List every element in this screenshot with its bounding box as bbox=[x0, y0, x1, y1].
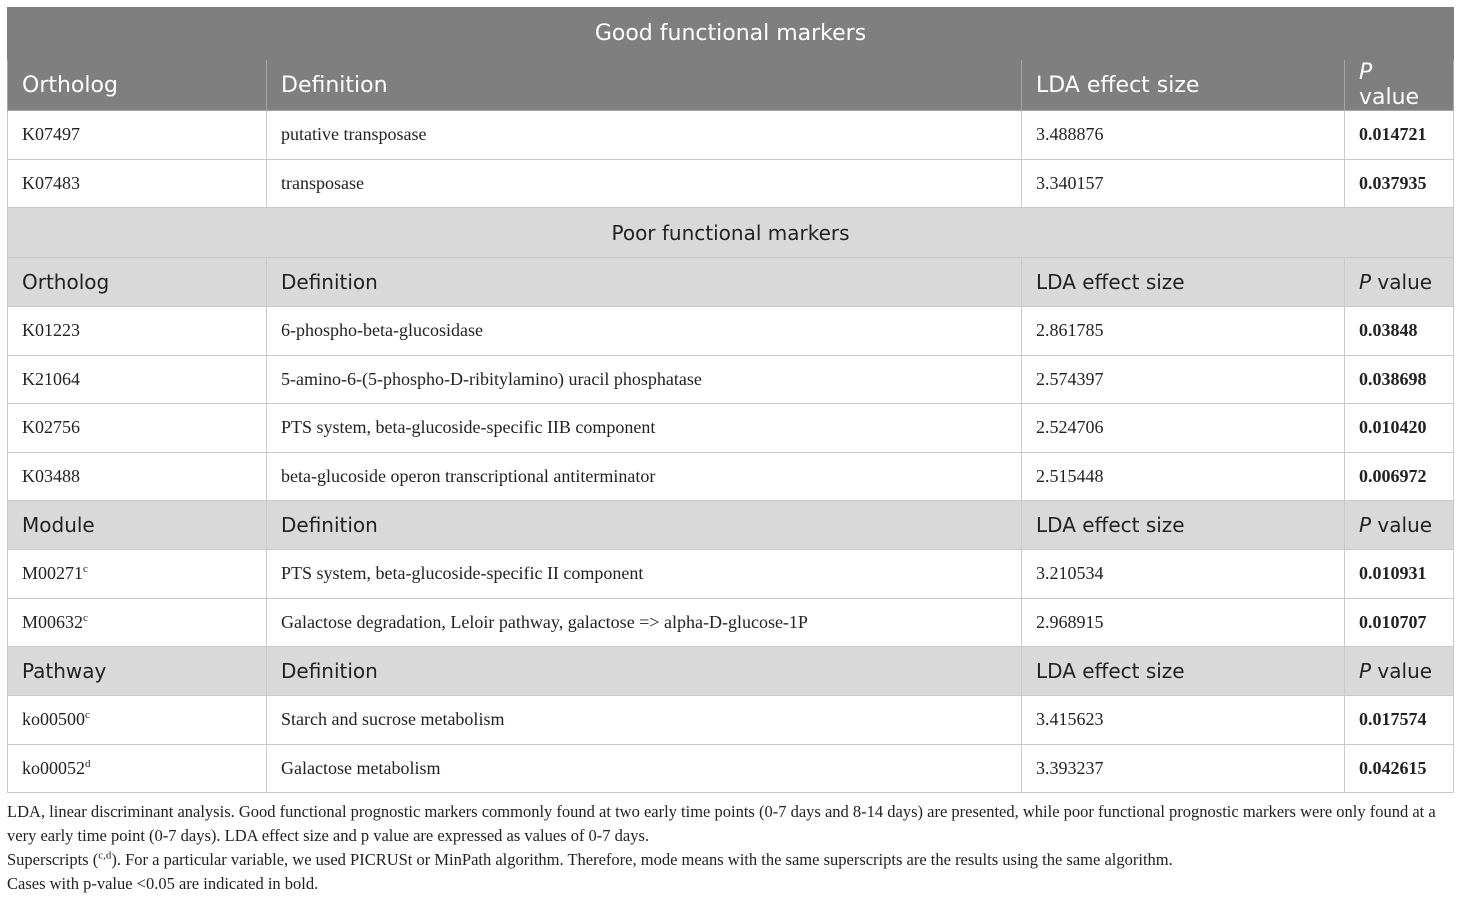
marker-definition: Galactose metabolism bbox=[267, 744, 1022, 793]
marker-id: M00632 bbox=[22, 611, 84, 632]
marker-id-cell bbox=[8, 550, 267, 599]
group-header-row bbox=[8, 647, 1454, 696]
marker-definition: Galactose degradation, Leloir pathway, galactose => alpha-D-glucose-1P bbox=[267, 598, 1022, 647]
marker-id: K21064 bbox=[22, 368, 80, 389]
marker-lda: 3.415623 bbox=[1022, 696, 1345, 745]
table-row bbox=[8, 355, 1454, 404]
marker-id-cell bbox=[8, 598, 267, 647]
marker-superscript: c bbox=[85, 709, 90, 722]
markers-table-container bbox=[7, 7, 1453, 793]
marker-definition: 5-amino-6-(5-phospho-D-ribitylamino) uracil phosphatase bbox=[267, 355, 1022, 404]
marker-superscript: c bbox=[83, 611, 88, 624]
marker-p-value: 0.014721 bbox=[1345, 111, 1454, 160]
marker-id: K01223 bbox=[22, 320, 80, 341]
markers-table bbox=[7, 7, 1454, 793]
marker-id: K02756 bbox=[22, 417, 80, 438]
marker-lda: 2.524706 bbox=[1022, 404, 1345, 453]
marker-id: ko00052 bbox=[22, 757, 85, 778]
column-header-definition: Definition bbox=[267, 501, 1022, 550]
table-row bbox=[8, 744, 1454, 793]
marker-p-value: 0.042615 bbox=[1345, 744, 1454, 793]
marker-p-value: 0.038698 bbox=[1345, 355, 1454, 404]
table-row bbox=[8, 307, 1454, 356]
marker-id: K03488 bbox=[22, 465, 80, 486]
marker-lda: 3.340157 bbox=[1022, 159, 1345, 208]
column-header-p-value bbox=[1345, 501, 1454, 550]
good-markers-header-row bbox=[8, 60, 1454, 111]
marker-id-cell bbox=[8, 307, 267, 356]
marker-lda: 2.968915 bbox=[1022, 598, 1345, 647]
column-header-first: Module bbox=[8, 501, 267, 550]
marker-definition: PTS system, beta-glucoside-specific IIB component bbox=[267, 404, 1022, 453]
column-header-first: Ortholog bbox=[8, 258, 267, 307]
column-header-p-value bbox=[1345, 647, 1454, 696]
marker-definition: PTS system, beta-glucoside-specific II component bbox=[267, 550, 1022, 599]
markers-table-body bbox=[8, 8, 1454, 793]
p-italic: P bbox=[1359, 270, 1372, 294]
table-row bbox=[8, 159, 1454, 208]
group-header-row bbox=[8, 258, 1454, 307]
marker-definition: 6-phospho-beta-glucosidase bbox=[267, 307, 1022, 356]
table-row bbox=[8, 598, 1454, 647]
marker-id: K07497 bbox=[22, 124, 80, 145]
p-italic: P bbox=[1359, 513, 1372, 537]
marker-lda: 3.210534 bbox=[1022, 550, 1345, 599]
poor-markers-title: Poor functional markers bbox=[8, 208, 1454, 258]
marker-id-cell bbox=[8, 452, 267, 501]
marker-definition: Starch and sucrose metabolism bbox=[267, 696, 1022, 745]
marker-id: ko00500 bbox=[22, 709, 85, 730]
table-row bbox=[8, 404, 1454, 453]
table-row bbox=[8, 696, 1454, 745]
marker-id-cell bbox=[8, 111, 267, 160]
p-rest: value bbox=[1371, 513, 1433, 537]
marker-definition: beta-glucoside operon transcriptional antiterminator bbox=[267, 452, 1022, 501]
marker-id-cell bbox=[8, 744, 267, 793]
marker-p-value: 0.017574 bbox=[1345, 696, 1454, 745]
p-italic: P bbox=[1359, 659, 1372, 683]
footnote-bold: Cases with p-value <0.05 are indicated in bold. bbox=[7, 874, 319, 893]
marker-p-value: 0.03848 bbox=[1345, 307, 1454, 356]
marker-lda: 2.515448 bbox=[1022, 452, 1345, 501]
marker-definition: putative transposase bbox=[267, 111, 1022, 160]
p-rest: value bbox=[1371, 270, 1433, 294]
good-markers-title: Good functional markers bbox=[8, 8, 1454, 60]
group-header-row bbox=[8, 501, 1454, 550]
marker-definition: transposase bbox=[267, 159, 1022, 208]
column-header-lda: LDA effect size bbox=[1022, 501, 1345, 550]
marker-id: K07483 bbox=[22, 172, 80, 193]
column-header-definition: Definition bbox=[267, 647, 1022, 696]
column-header-definition: Definition bbox=[267, 258, 1022, 307]
marker-p-value: 0.037935 bbox=[1345, 159, 1454, 208]
marker-superscript: c bbox=[83, 563, 88, 576]
marker-id: M00271 bbox=[22, 563, 84, 584]
column-header-first: Pathway bbox=[8, 647, 267, 696]
marker-id-cell bbox=[8, 696, 267, 745]
column-header-p-value bbox=[1345, 258, 1454, 307]
marker-id-cell bbox=[8, 159, 267, 208]
marker-p-value: 0.010420 bbox=[1345, 404, 1454, 453]
column-header-definition: Definition bbox=[267, 60, 1022, 111]
p-rest: value bbox=[1371, 659, 1433, 683]
marker-p-value: 0.010707 bbox=[1345, 598, 1454, 647]
column-header-ortholog: Ortholog bbox=[8, 60, 267, 111]
table-row bbox=[8, 550, 1454, 599]
marker-lda: 2.574397 bbox=[1022, 355, 1345, 404]
marker-p-value: 0.010931 bbox=[1345, 550, 1454, 599]
column-header-lda: LDA effect size bbox=[1022, 258, 1345, 307]
table-row bbox=[8, 111, 1454, 160]
good-markers-banner bbox=[8, 8, 1454, 60]
column-header-p-value: P value bbox=[1345, 60, 1454, 111]
footnote-lda: LDA, linear discriminant analysis. Good functional prognostic markers commonly found at two early time points (0-7 days and 8-14 days) are presented, while poor functional prognostic markers were only found at a very early time point (0-7 days). LDA effect size and p value are expressed as values of 0-7 days. bbox=[7, 802, 1436, 845]
column-header-lda: LDA effect size bbox=[1022, 60, 1345, 111]
marker-id-cell bbox=[8, 404, 267, 453]
footnote-superscripts: Superscripts ($^{c,d}$). For a particular variable, we used PICRUSt or MinPath algorithm. Therefore, mode means with the same superscripts are the results using the same algorithm. bbox=[7, 849, 1173, 869]
column-header-lda: LDA effect size bbox=[1022, 647, 1345, 696]
marker-lda: 3.488876 bbox=[1022, 111, 1345, 160]
marker-superscript: d bbox=[85, 757, 91, 770]
marker-lda: 3.393237 bbox=[1022, 744, 1345, 793]
table-footnotes bbox=[7, 800, 1453, 896]
marker-p-value: 0.006972 bbox=[1345, 452, 1454, 501]
marker-lda: 2.861785 bbox=[1022, 307, 1345, 356]
poor-markers-banner bbox=[8, 208, 1454, 258]
marker-id-cell bbox=[8, 355, 267, 404]
table-row bbox=[8, 452, 1454, 501]
